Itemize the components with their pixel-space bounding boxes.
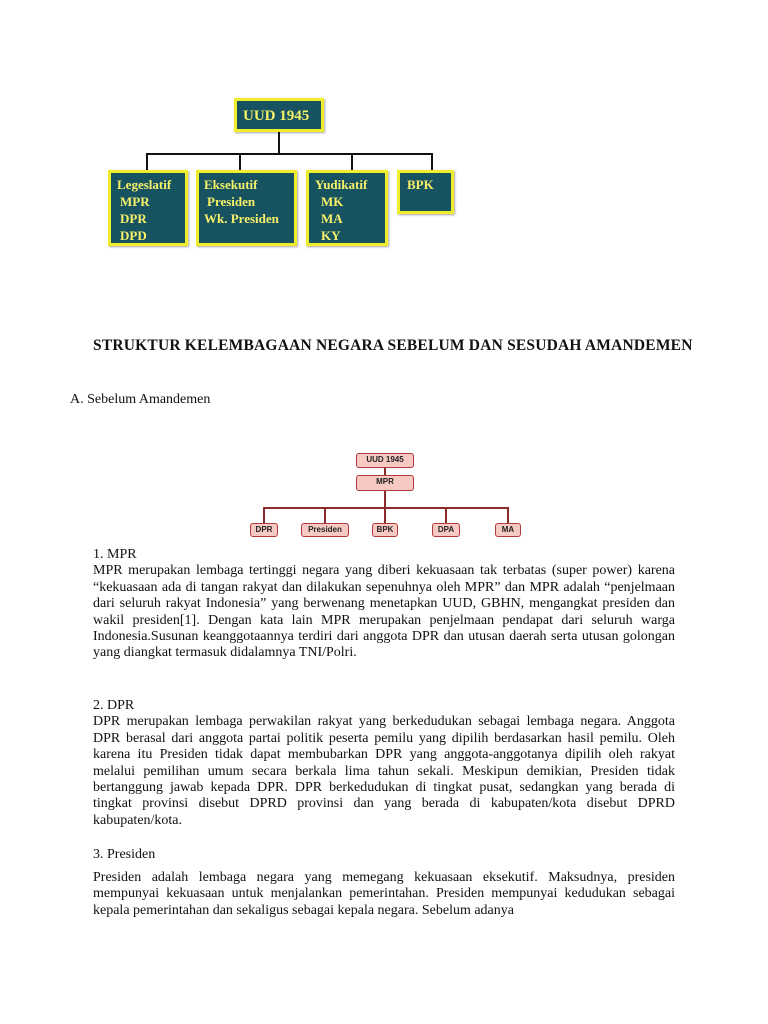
branch-label: BPK	[407, 177, 434, 192]
chart2-child-dpr	[250, 523, 278, 537]
chart1-connector	[239, 153, 241, 171]
chart2-connector	[384, 468, 386, 475]
branch-item: DPD	[120, 228, 147, 243]
chart2-child-bpk	[372, 523, 398, 537]
chart2-child-dpa	[432, 523, 460, 537]
branch-item: MK	[321, 194, 344, 209]
chart1-connector	[146, 153, 148, 171]
chart2-connector	[324, 507, 326, 523]
chart1-connector	[146, 153, 432, 155]
pre-amendment-structure-chart	[248, 451, 530, 539]
section-a-heading: A. Sebelum Amandemen	[70, 392, 211, 407]
chart2-child-label: MA	[501, 525, 515, 534]
branch-label: Legeslatif	[117, 177, 172, 192]
branch-item: Presiden	[207, 194, 256, 209]
chart2-connector	[263, 507, 265, 523]
section-body: DPR merupakan lembaga perwakilan rakyat yang berkedudukan sebagai lembaga negara. Anggota DPR berasal dari anggota partai politik peserta pemilu yang dipilih berdasarkan hasil pemilu. Oleh karena itu Presiden tidak dapat membubarkan DPR yang anggota-anggotanya dipilih oleh rakyat melalui pemilihan umum secara berkala lima tahun sekali. Meskipun demikian, Presiden tidak bertanggung jawab kepada DPR. DPR berkedudukan di tingkat pusat, sedangkan yang berada di tingkat provinsi disebut DPRD provinsi dan yang berada di kabupaten/kota disebut DPRD kabupaten/kota.	[93, 714, 675, 828]
chart1-connector	[431, 153, 433, 171]
chart1-connector	[351, 153, 353, 171]
chart2-child-label: DPR	[255, 525, 273, 534]
section-body: Presiden adalah lembaga negara yang memegang kekuasaan eksekutif. Maksudnya, presiden mempunyai kekuasaan untuk menjalankan pemerintahan. Presiden mempunyai kedudukan sebagai kepala pemerintahan dan sekaligus sebagai kepala negara. Sebelum adanya	[93, 870, 675, 918]
chart2-connector	[384, 491, 386, 507]
chart2-child-ma	[495, 523, 521, 537]
section-heading: 1. MPR	[93, 547, 137, 562]
section-mpr	[93, 547, 675, 662]
chart2-mpr-label: MPR	[376, 477, 394, 486]
section-presiden	[93, 870, 675, 919]
chart2-child-label: BPK	[376, 525, 394, 534]
chart2-connector	[263, 507, 508, 509]
section-body: MPR merupakan lembaga tertinggi negara yang diberi kekuasaan tak terbatas (super power) karena “kekuasaan ada di tangan rakyat dan dilakukan sepenuhnya oleh MPR” dan MPR adalah “penjelmaan dari seluruh rakyat Indonesia” yang berwenang menetapkan UUD, GBHN, mengangkat presiden dan wakil presiden[1]. Dengan kata lain MPR merupakan penjelmaan pendapat dari seluruh warga Indonesia.Susunan keanggotaannya terdiri dari anggota DPR dan utusan daerah serta utusan golongan yang diangkat termasuk didalamnya TNI/Polri.	[93, 563, 675, 661]
branch-label: Yudikatif	[315, 177, 368, 192]
chart2-child-label: Presiden	[308, 525, 342, 534]
chart1-branch-legislatif	[108, 170, 188, 246]
branch-item: DPR	[120, 211, 147, 226]
chart1-branch-eksekutif	[196, 170, 297, 246]
document-title: STRUKTUR KELEMBAGAAN NEGARA SEBELUM DAN SESUDAH AMANDEMEN	[93, 337, 693, 354]
chart2-child-presiden	[301, 523, 349, 537]
section-presiden-heading-wrap	[93, 847, 675, 863]
branch-item: MA	[321, 211, 343, 226]
chart2-child-label: DPA	[437, 525, 455, 534]
chart2-connector	[445, 507, 447, 523]
chart1-root-box	[234, 98, 324, 132]
chart2-root-box	[356, 453, 414, 468]
chart2-connector	[507, 507, 509, 523]
section-dpr	[93, 698, 675, 829]
chart1-branch-yudikatif	[306, 170, 388, 246]
branch-item: KY	[321, 228, 341, 243]
chart1-root-label: UUD 1945	[243, 108, 310, 124]
chart1-connector	[278, 132, 280, 154]
section-heading: 2. DPR	[93, 698, 135, 713]
branch-item: Wk. Presiden	[204, 211, 279, 226]
chart2-connector	[384, 507, 386, 523]
section-heading: 3. Presiden	[93, 847, 156, 862]
branch-label: Eksekutif	[204, 177, 258, 192]
chart1-branch-bpk	[397, 170, 454, 214]
chart2-root-label: UUD 1945	[366, 455, 404, 464]
chart2-mpr-box	[356, 475, 414, 491]
branch-item: MPR	[120, 194, 150, 209]
government-structure-chart	[94, 88, 466, 284]
